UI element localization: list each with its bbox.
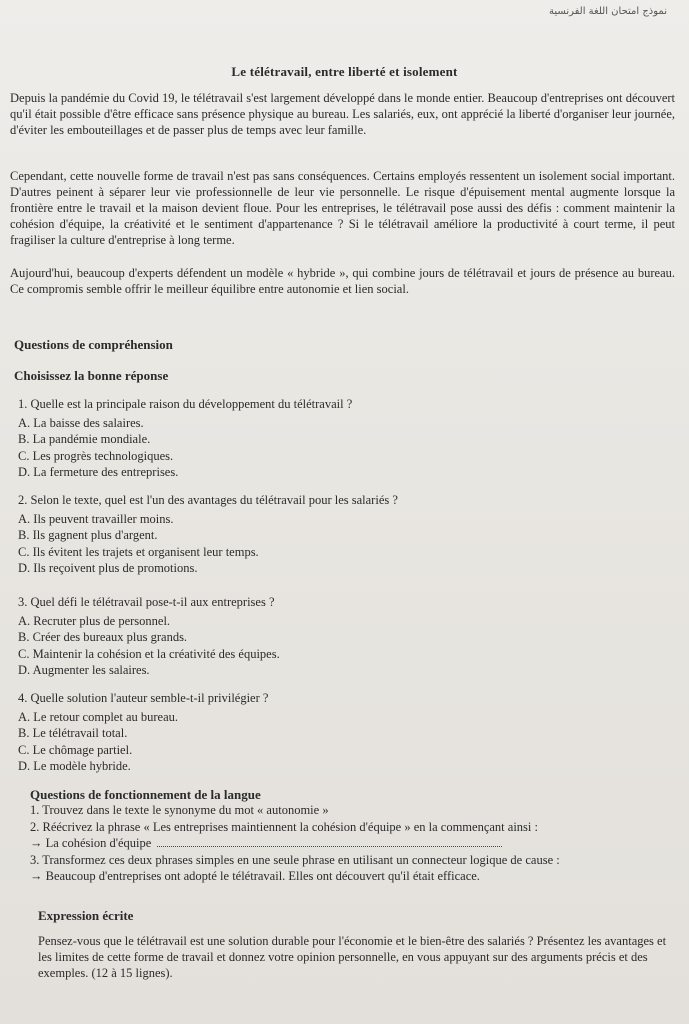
- paragraph-2: Cependant, cette nouvelle forme de travail n'est pas sans conséquences. Certains employés ressentent un isolement social important. D'autres peinent à séparer leur vie professionnelle de leur vie personnelle. Le risque d'épuisement mental augmente lorsque la frontière entre le travail et la maison devient floue. Pour les entreprises, le télétravail pose aussi des défis : comment maintenir la cohésion d'équipe, la créativité et le sentiment d'appartenance ? Si le télétravail améliore la productivité à court terme, il peut fragiliser la culture d'entreprise à long terme.: [10, 169, 675, 247]
- option: A. La baisse des salaires.: [18, 415, 144, 430]
- option: B. Créer des bureaux plus grands.: [18, 630, 188, 644]
- option: D. La fermeture des entreprises.: [18, 465, 179, 479]
- language-item-2-start: → La cohésion d'équipe: [30, 836, 152, 850]
- heading-choose: Choisissez la bonne réponse: [14, 368, 169, 383]
- question-text: 4. Quelle solution l'auteur semble-t-il privilégier ?: [18, 691, 269, 705]
- writing-prompt: Pensez-vous que le télétravail est une solution durable pour l'économie et le bien-être des salariés ? Présentez les avantages et les limites de cette forme de travail et donnez votre opinion personnelle, en vous appuyant sur des arguments précis et des exemples. (12 à 15 lignes).: [38, 934, 667, 980]
- question-2: [18, 492, 668, 577]
- language-item-3-example: → Beaucoup d'entreprises ont adopté le télétravail. Elles ont découvert qu'il était efficace.: [30, 869, 480, 883]
- option: D. Le modèle hybride.: [18, 759, 131, 773]
- option: C. Le chômage partiel.: [18, 742, 133, 757]
- text-title: Le télétravail, entre liberté et isolement: [231, 64, 458, 79]
- question-3: [18, 594, 668, 679]
- paragraph-1: Depuis la pandémie du Covid 19, le télétravail s'est largement développé dans le monde entier. Beaucoup d'entreprises ont découvert qu'il était possible d'être efficace sans présence physique au bureau. Les salariés, eux, ont apprécié la liberté d'organiser leur journée, d'éviter les embouteillages et de passer plus de temps avec leur famille.: [10, 91, 675, 137]
- question-text: 1. Quelle est la principale raison du développement du télétravail ?: [18, 397, 353, 411]
- question-text: 2. Selon le texte, quel est l'un des avantages du télétravail pour les salariés ?: [18, 493, 398, 507]
- language-item-3: 3. Transformez ces deux phrases simples en une seule phrase en utilisant un connecteur logique de cause :: [30, 852, 560, 867]
- option: C. Les progrès technologiques.: [18, 448, 174, 463]
- question-4: [18, 690, 668, 775]
- option: A. Ils peuvent travailler moins.: [18, 511, 174, 526]
- option: B. La pandémie mondiale.: [18, 432, 151, 446]
- paragraph-3: Aujourd'hui, beaucoup d'experts défendent un modèle « hybride », qui combine jours de télétravail et jours de présence au bureau. Ce compromis semble offrir le meilleur équilibre entre autonomie et lien social.: [10, 266, 675, 296]
- heading-writing: Expression écrite: [38, 908, 134, 923]
- question-1: [18, 396, 668, 481]
- option: B. Ils gagnent plus d'argent.: [18, 528, 158, 542]
- option: C. Maintenir la cohésion et la créativité des équipes.: [18, 646, 280, 661]
- answer-dotted-line: [157, 836, 502, 847]
- language-questions: [30, 802, 680, 885]
- option: D. Augmenter les salaires.: [18, 663, 150, 677]
- heading-language: Questions de fonctionnement de la langue: [30, 787, 261, 802]
- question-text: 3. Quel défi le télétravail pose-t-il aux entreprises ?: [18, 595, 275, 609]
- language-item-2: 2. Réécrivez la phrase « Les entreprises maintiennent la cohésion d'équipe » en la commençant ainsi :: [30, 819, 538, 834]
- option: D. Ils reçoivent plus de promotions.: [18, 561, 198, 575]
- option: A. Le retour complet au bureau.: [18, 709, 179, 724]
- header-arabic: نموذج امتحان اللغة الفرنسية: [549, 6, 667, 17]
- option: A. Recruter plus de personnel.: [18, 613, 171, 628]
- option: B. Le télétravail total.: [18, 726, 128, 740]
- language-item-1: 1. Trouvez dans le texte le synonyme du mot « autonomie »: [30, 803, 329, 817]
- language-item-2-answer-line: [30, 835, 680, 852]
- option: C. Ils évitent les trajets et organisent leur temps.: [18, 544, 259, 559]
- heading-comprehension: Questions de compréhension: [14, 337, 173, 352]
